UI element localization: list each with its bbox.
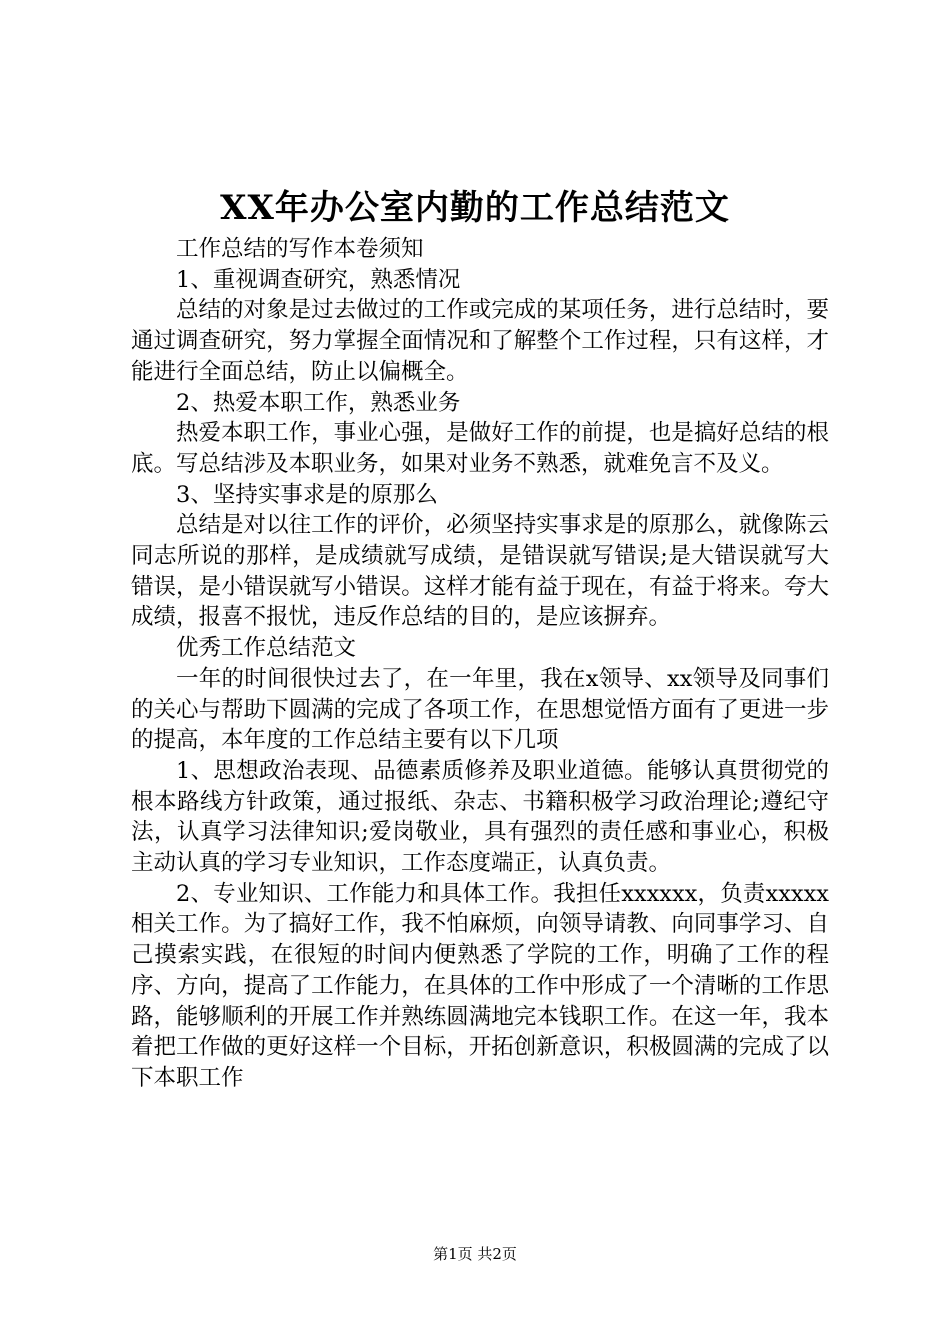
paragraph-sample-heading: 优秀工作总结范文 [176,635,357,662]
paragraph: 一年的时间很快过去了，在一年里，我在x领导、xx领导及同事们的关心与帮助下圆满的完成了各项工作，在思想觉悟方面有了更进一步的提高，本年度的工作总结主要有以下几项 [131,665,829,754]
paragraph: 1、思想政治表现、品德素质修养及职业道德。能够认真贯彻党的根本路线方针政策，通过报纸、杂志、书籍积极学习政治理论;遵纪守法，认真学习法律知识;爱岗敬业，具有强烈的责任感和事业心，积极主动认真的学习专业知识，工作态度端正，认真负责。 [131,757,829,877]
document-title: XX年办公室内勤的工作总结范文 [220,188,730,228]
document-body [131,234,829,1094]
page-number-footer: 第1页 共2页 [433,1245,517,1263]
paragraph: 总结是对以往工作的评价，必须坚持实事求是的原那么，就像陈云同志所说的那样，是成绩就写成绩，是错误就写错误;是大错误就写大错误，是小错误就写小错误。这样才能有益于现在，有益于将来。夸大成绩，报喜不报忧，违反作总结的目的，是应该摒弃。 [131,512,829,631]
paragraph-point-2-heading: 2、热爱本职工作，熟悉业务 [176,389,461,416]
paragraph: 热爱本职工作，事业心强，是做好工作的前提，也是搞好总结的根底。写总结涉及本职业务，如果对业务不熟悉，就难免言不及义。 [131,420,829,477]
paragraph: 总结的对象是过去做过的工作或完成的某项任务，进行总结时，要通过调查研究，努力掌握全面情况和了解整个工作过程，只有这样，才能进行全面总结，防止以偏概全。 [131,297,829,385]
paragraph: 2、专业知识、工作能力和具体工作。我担任xxxxxx，负责xxxxx相关工作。为了搞好工作，我不怕麻烦，向领导请教、向同事学习、自己摸索实践，在很短的时间内便熟悉了学院的工作，明确了工作的程序、方向，提高了工作能力，在具体的工作中形成了一个清晰的工作思路，能够顺利的开展工作并熟练圆满地完本钱职工作。在这一年，我本着把工作做的更好这样一个目标，开拓创新意识，积极圆满的完成了以下本职工作 [131,880,829,1091]
paragraph-notes-heading: 工作总结的写作本卷须知 [176,236,424,262]
paragraph-point-3-heading: 3、坚持实事求是的原那么 [176,481,438,508]
paragraph-point-1-heading: 1、重视调查研究，熟悉情况 [176,266,461,293]
